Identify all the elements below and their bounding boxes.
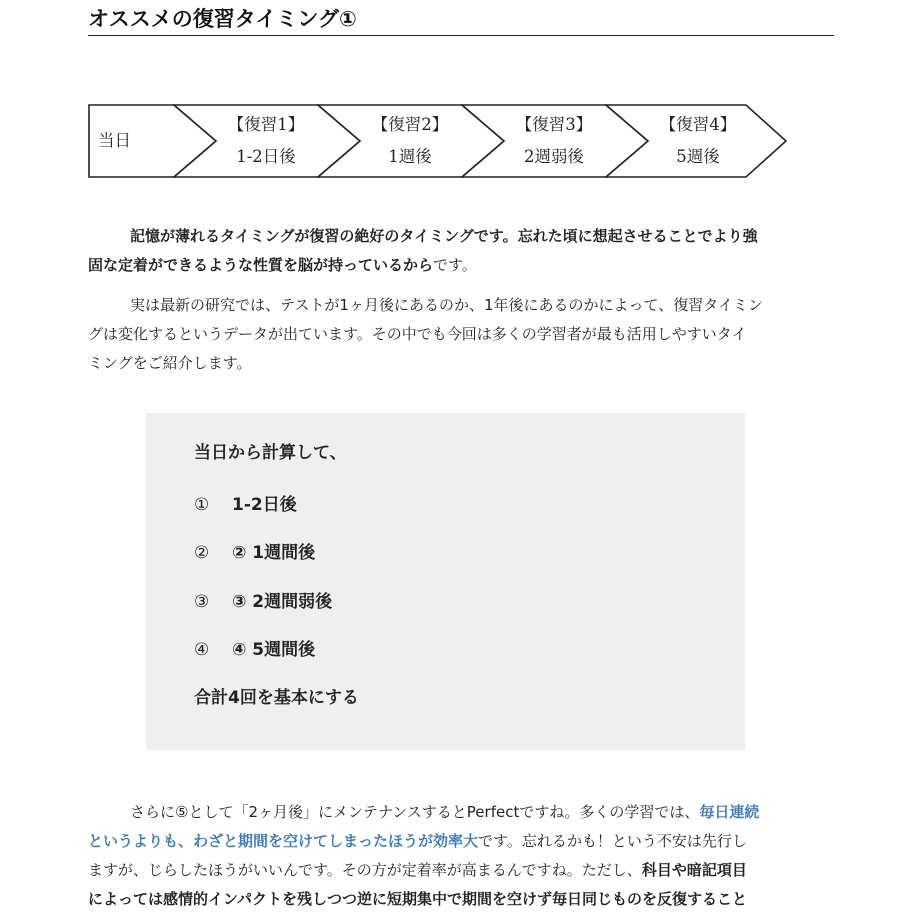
emphasis-daily-link[interactable]: 毎日連続 (699, 803, 760, 821)
emphasis-interval-link[interactable]: というよりも、わざと期間を空けてしまったほうが効率大 (88, 832, 479, 850)
schedule-item-3-text: ③ 2週間弱後 (232, 592, 333, 612)
paragraph-intro-line2-rest: です。 (433, 256, 477, 274)
paragraph-maintenance-line4: によっては感情的インパクトを残しつつ逆に短期集中で期間を空けず毎日同じものを反復すること (88, 890, 747, 908)
timeline-label-day0: 当日 (98, 131, 131, 150)
schedule-item-4 (194, 638, 315, 662)
schedule-item-1 (194, 493, 297, 517)
timeline-step-1-label: 【復習1】 (227, 115, 305, 134)
timeline-step-3-timing: 2週弱後 (524, 147, 584, 166)
schedule-item-2 (194, 541, 315, 565)
paragraph-research (88, 291, 836, 378)
paragraph-research-line3: ミングをご紹介します。 (88, 354, 252, 372)
timeline-step-4-timing: 5週後 (676, 147, 720, 166)
schedule-item-1-marker: ① (194, 495, 210, 515)
paragraph-intro (88, 222, 836, 280)
schedule-box (146, 413, 745, 750)
review-timeline (86, 102, 796, 182)
paragraph-intro-line1: 記憶が薄れるタイミングが復習の絶好のタイミングです。忘れた頃に想起させることでより強 (130, 227, 758, 245)
review-timeline-chevrons (86, 102, 796, 182)
schedule-item-3-marker: ③ (194, 592, 210, 612)
timeline-step-1-timing: 1-2日後 (236, 147, 296, 166)
schedule-item-3 (194, 590, 332, 614)
paragraph-maintenance-line3-bold: 科目や暗記項目 (641, 861, 747, 879)
schedule-item-4-marker: ④ (194, 640, 210, 660)
schedule-item-2-text: ② 1週間後 (232, 543, 316, 563)
paragraph-maintenance-line3: ますが、じらしたほうがいいんです。その方が定着率が高まるんですね。ただし、 (88, 861, 642, 879)
schedule-item-2-marker: ② (194, 543, 210, 563)
timeline-step-3-label: 【復習3】 (515, 115, 593, 134)
page-title: オススメの復習タイミング① (88, 2, 834, 36)
timeline-step-2-timing: 1週後 (388, 147, 432, 166)
paragraph-intro-line2-bold: 固な定着ができるような性質を脳が持っているから (88, 256, 434, 274)
schedule-item-4-text: ④ 5週間後 (232, 640, 316, 660)
paragraph-research-line2: グは変化するというデータが出ています。その中でも今回は多くの学習者が最も活用しやすいタイ (88, 325, 747, 343)
paragraph-research-line1: 実は最新の研究では、テストが1ヶ月後にあるのか、1年後にあるのかによって、復習タイミン (130, 296, 763, 314)
schedule-footer: 合計4回を基本にする (194, 688, 359, 708)
paragraph-maintenance-line1: さらに⑤として「2ヶ月後」にメンテナンスするとPerfectですね。多くの学習では、 (130, 803, 700, 821)
paragraph-maintenance-line2-rest: です。忘れるかも！という不安は先行し (478, 832, 747, 850)
timeline-step-4-label: 【復習4】 (659, 115, 737, 134)
paragraph-maintenance (88, 798, 836, 914)
schedule-heading: 当日から計算して、 (194, 443, 347, 463)
timeline-step-2-label: 【復習2】 (371, 115, 449, 134)
schedule-item-1-text: 1-2日後 (232, 495, 297, 515)
